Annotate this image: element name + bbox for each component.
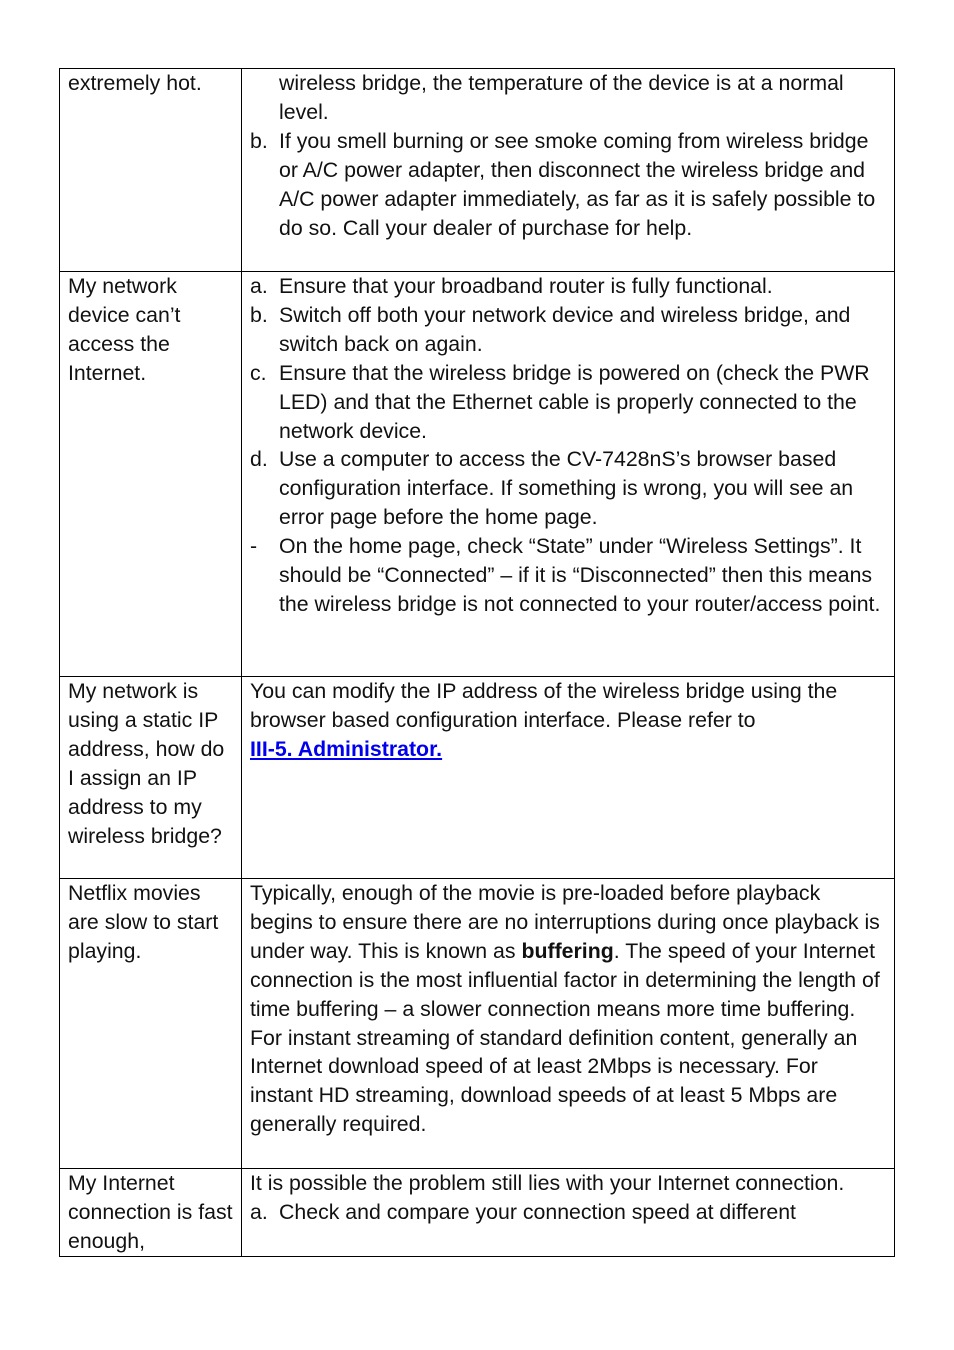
list-item: a. Ensure that your broadband router is fully functional. xyxy=(250,274,773,298)
list-item: d. Use a computer to access the CV-7428nS’s browser based configuration interface. If something is wrong, you will see an error page before the home page. xyxy=(250,447,854,530)
list-item: a. Check and compare your connection speed at different xyxy=(250,1199,796,1224)
troubleshooting-table xyxy=(59,68,895,1257)
question-cell: My Internet connection is fast enough, xyxy=(60,1169,242,1257)
list-item: c. Ensure that the wireless bridge is powered on (check the PWR LED) and that the Ethernet cable is properly connected to the network device. xyxy=(250,360,870,443)
list-item: b. If you smell burning or see smoke coming from wireless bridge or A/C power adapter, then disconnect the wireless bridge and A/C power adapter immediately, as far as it is safely possible to do so. Call your dealer of purchase for help. xyxy=(250,128,876,240)
answer-text: You can modify the IP address of the wireless bridge using the browser based configuration interface. Please refer to III-5. Administrator. xyxy=(250,679,838,761)
list-item: b. Switch off both your network device and wireless bridge, and switch back on again. xyxy=(250,302,851,356)
list-item: - On the home page, check “State” under “Wireless Settings”. It should be “Connected” – if it is “Disconnected” then this means the wireless bridge is not connected to your router/access point. xyxy=(250,534,881,616)
table-row xyxy=(60,879,895,1169)
answer-cell xyxy=(242,879,895,1169)
table-row xyxy=(60,1169,895,1257)
question-cell: My network is using a static IP address, how do I assign an IP address to my wireless bridge? xyxy=(60,677,242,879)
answer-text: It is possible the problem still lies with your Internet connection. xyxy=(250,1171,845,1195)
answer-text: Typically, enough of the movie is pre-loaded before playback begins to ensure there are no interruptions during once playback is under way. This is known as buffering. The speed of your Internet connection is the most influential factor in determining the length of time buffering – a slower connection means more time buffering. For instant streaming of standard definition content, generally an Internet download speed of at least 2Mbps is necessary. For instant HD streaming, download speeds of at least 5 Mbps are generally required. xyxy=(250,881,880,1137)
answer-cell xyxy=(242,69,895,272)
administrator-section-link[interactable]: III-5. Administrator. xyxy=(250,736,443,761)
answer-cell xyxy=(242,677,895,879)
table-row xyxy=(60,69,895,272)
list-item: wireless bridge, the temperature of the device is at a normal level. xyxy=(279,71,844,124)
table-row xyxy=(60,677,895,879)
question-cell: My network device can’t access the Internet. xyxy=(60,272,242,677)
question-cell: extremely hot. xyxy=(60,69,242,272)
table-row xyxy=(60,272,895,677)
question-cell: Netflix movies are slow to start playing. xyxy=(60,879,242,1169)
answer-cell xyxy=(242,1169,895,1257)
answer-cell xyxy=(242,272,895,677)
buffering-term: buffering xyxy=(521,938,614,963)
